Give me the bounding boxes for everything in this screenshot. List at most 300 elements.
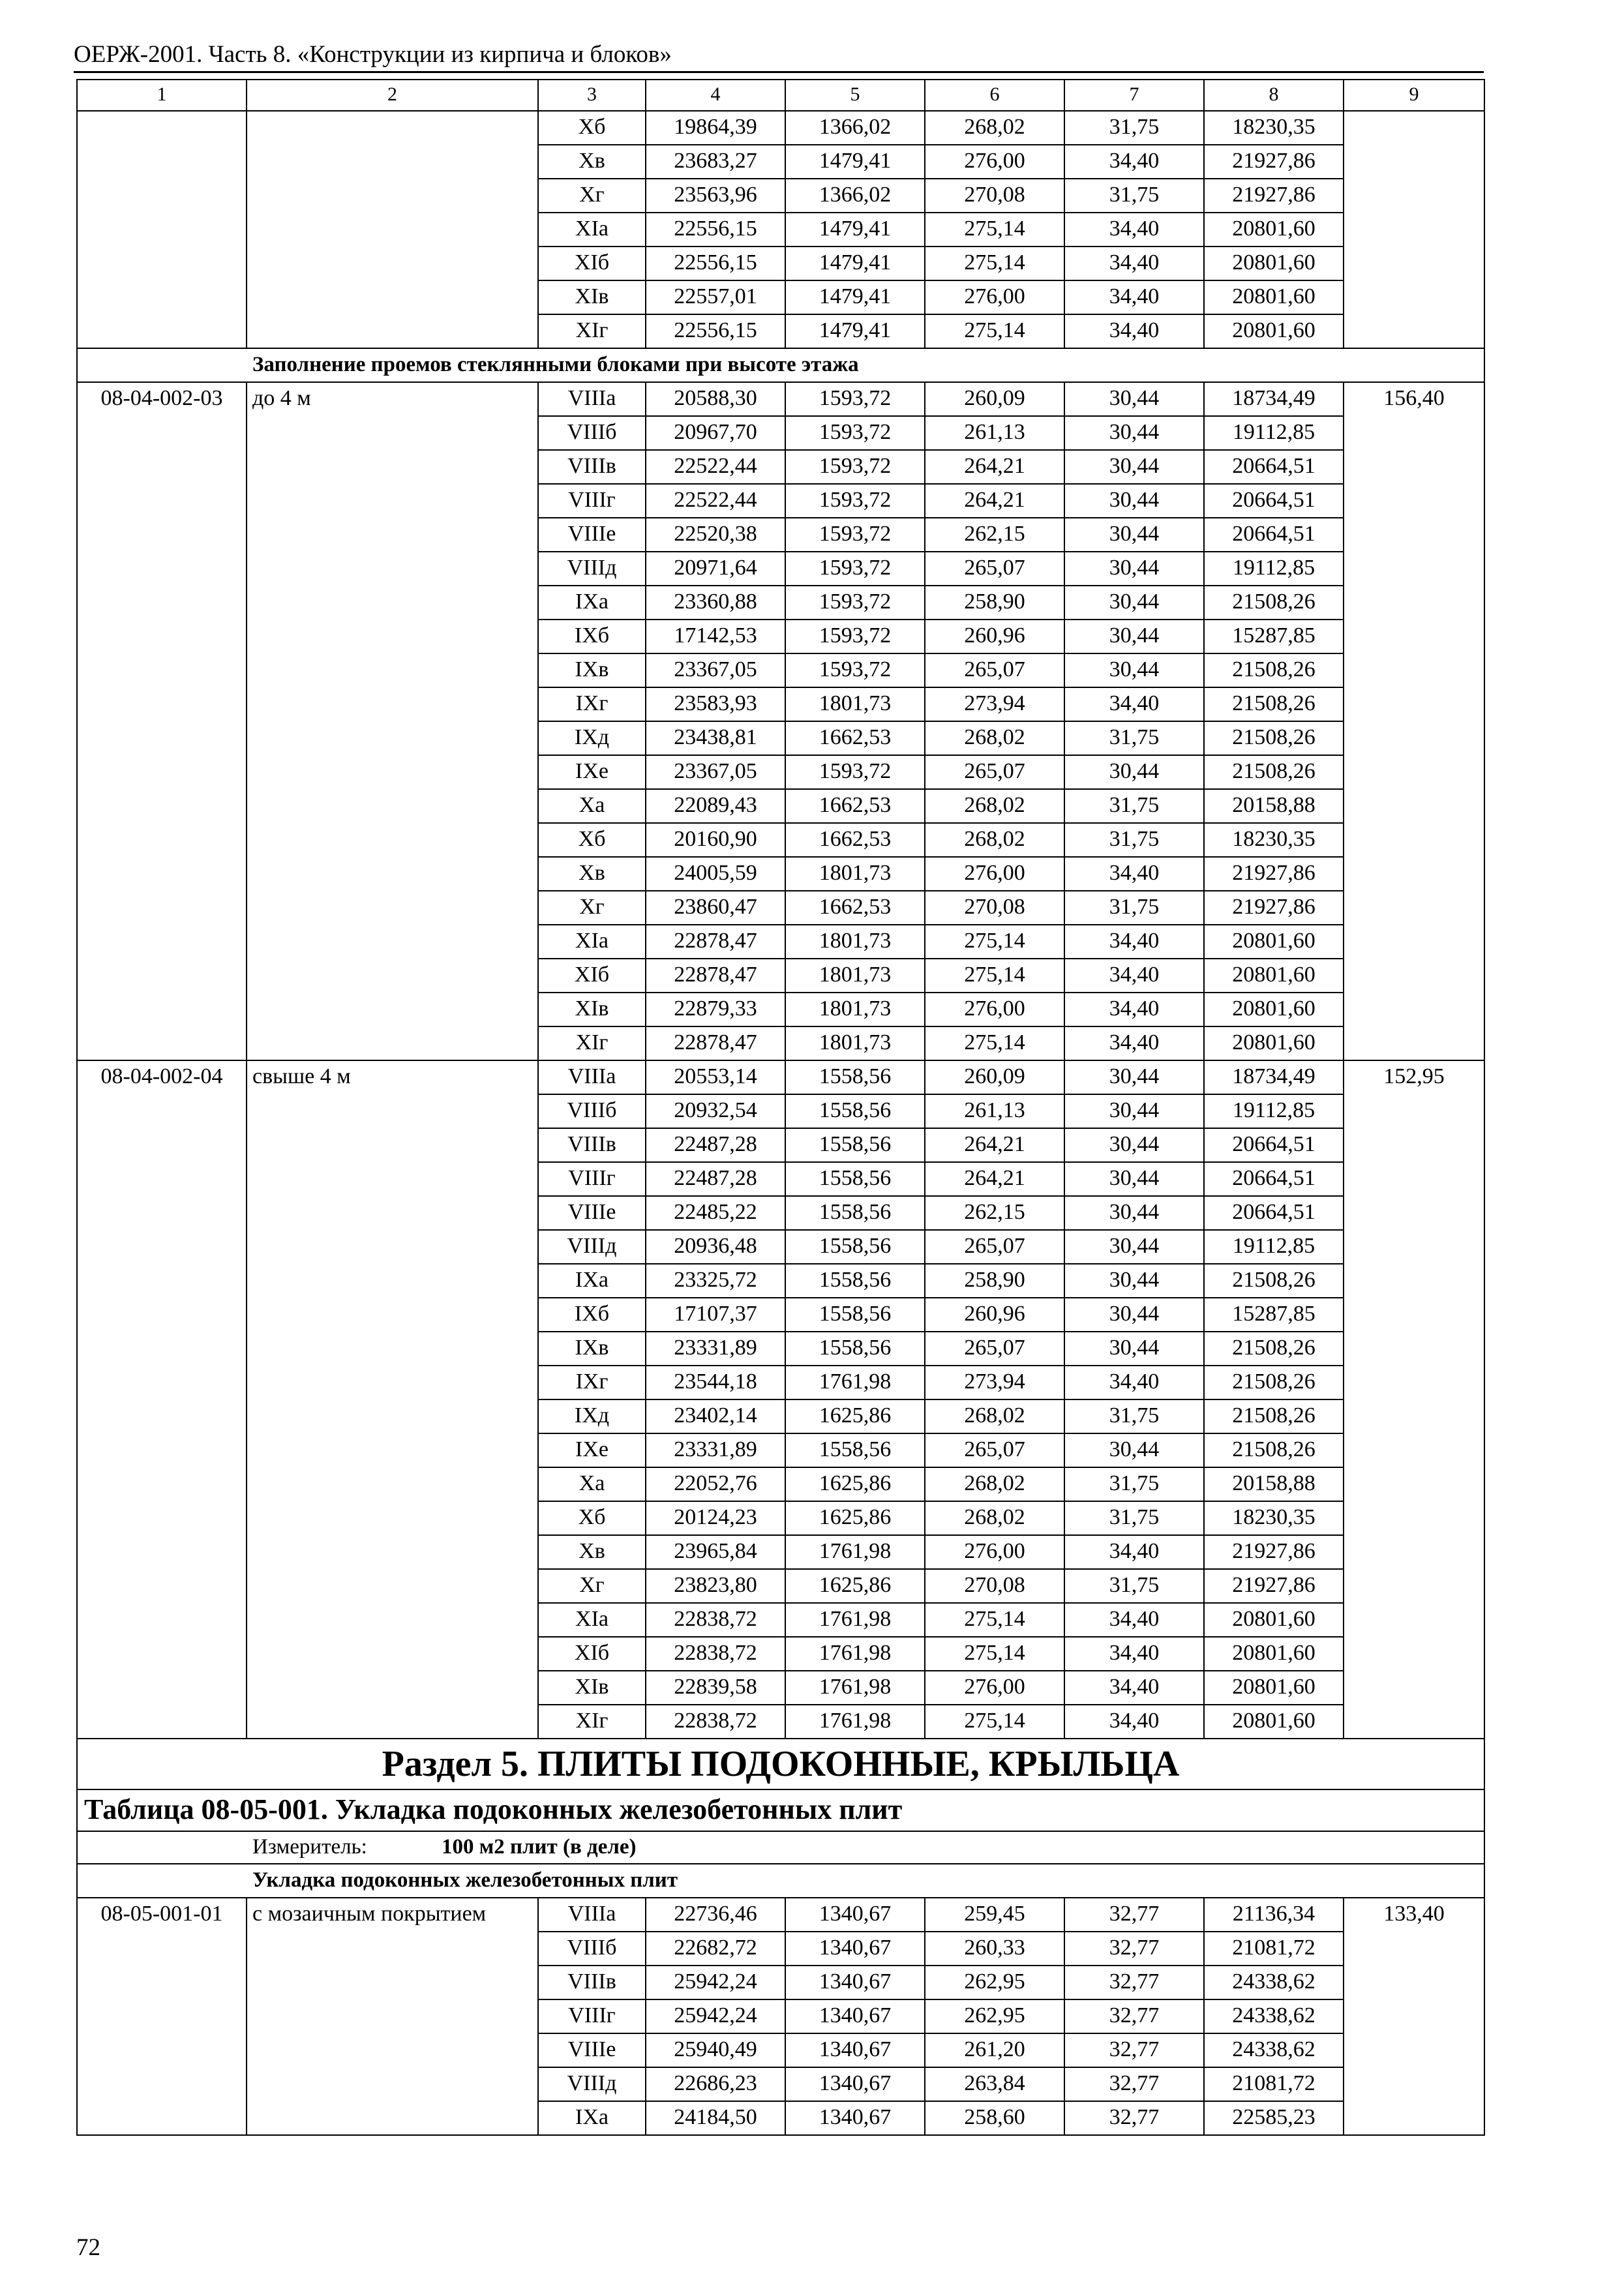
table-title-row	[77, 1789, 1484, 1831]
zone-cell: IXг	[538, 687, 646, 721]
value-cell: 270,08	[925, 1569, 1064, 1603]
value-cell: 20801,60	[1204, 1705, 1344, 1739]
value-cell: 31,75	[1064, 179, 1204, 213]
value-cell: 30,44	[1064, 1264, 1204, 1298]
value-cell: 34,40	[1064, 1671, 1204, 1705]
value-cell: 1801,73	[785, 993, 925, 1026]
value-cell: 32,77	[1064, 2101, 1204, 2135]
value-cell: 1558,56	[785, 1433, 925, 1467]
value-cell: 262,95	[925, 1999, 1064, 2033]
value-cell: 32,77	[1064, 2067, 1204, 2101]
value-cell: 20801,60	[1204, 1671, 1344, 1705]
value-cell: 1558,56	[785, 1196, 925, 1230]
section-title-row	[77, 1739, 1484, 1789]
zone-cell: VIIIб	[538, 1094, 646, 1128]
value-cell: 19864,39	[646, 111, 785, 145]
value-cell: 20158,88	[1204, 789, 1344, 823]
value-cell: 21927,86	[1204, 179, 1344, 213]
value-cell: 1625,86	[785, 1569, 925, 1603]
value-cell: 20664,51	[1204, 1196, 1344, 1230]
running-header: ОЕРЖ-2001. Часть 8. «Конструкции из кирпича и блоков»	[74, 41, 672, 68]
value-cell: 22485,22	[646, 1196, 785, 1230]
value-cell: 23965,84	[646, 1535, 785, 1569]
unit-row	[77, 1831, 1484, 1864]
value-cell: 30,44	[1064, 1162, 1204, 1196]
value-cell: 1625,86	[785, 1467, 925, 1501]
value-cell: 21508,26	[1204, 1433, 1344, 1467]
value-cell: 1340,67	[785, 2033, 925, 2067]
value-cell: 30,44	[1064, 1196, 1204, 1230]
value-cell: 31,75	[1064, 111, 1204, 145]
value-cell: 23583,93	[646, 687, 785, 721]
value-cell: 1593,72	[785, 518, 925, 552]
value-cell: 30,44	[1064, 518, 1204, 552]
table-row	[77, 111, 1484, 145]
value-cell: 20801,60	[1204, 993, 1344, 1026]
value-cell: 20160,90	[646, 823, 785, 857]
value-cell: 1625,86	[785, 1501, 925, 1535]
zone-cell: VIIIд	[538, 1230, 646, 1264]
value-cell: 32,77	[1064, 1966, 1204, 1999]
value-cell: 275,14	[925, 213, 1064, 247]
value-cell: 21508,26	[1204, 721, 1344, 755]
value-cell: 1662,53	[785, 823, 925, 857]
value-cell: 1479,41	[785, 145, 925, 179]
column-number: 7	[1064, 80, 1204, 111]
value-cell: 21508,26	[1204, 1332, 1344, 1366]
value-cell: 20801,60	[1204, 280, 1344, 314]
value-cell: 275,14	[925, 1026, 1064, 1060]
value-cell: 276,00	[925, 993, 1064, 1026]
value-cell: 1662,53	[785, 789, 925, 823]
value-cell: 25942,24	[646, 1999, 785, 2033]
value-cell: 22556,15	[646, 314, 785, 348]
value-cell: 1761,98	[785, 1535, 925, 1569]
value-cell: 24338,62	[1204, 2033, 1344, 2067]
value-cell: 22682,72	[646, 1932, 785, 1966]
value-cell: 1625,86	[785, 1399, 925, 1433]
page-number: 72	[76, 2234, 100, 2261]
value-cell: 265,07	[925, 1332, 1064, 1366]
value-cell: 20801,60	[1204, 247, 1344, 280]
value-cell: 30,44	[1064, 1094, 1204, 1128]
value-cell: 264,21	[925, 484, 1064, 518]
value-cell: 30,44	[1064, 1128, 1204, 1162]
value-cell: 262,15	[925, 518, 1064, 552]
value-cell: 270,08	[925, 179, 1064, 213]
value-cell: 259,45	[925, 1898, 1064, 1932]
zone-cell: XIа	[538, 213, 646, 247]
value-cell: 1558,56	[785, 1230, 925, 1264]
value-cell: 34,40	[1064, 213, 1204, 247]
value-cell: 261,13	[925, 416, 1064, 450]
zone-cell: Xб	[538, 111, 646, 145]
value-cell: 262,15	[925, 1196, 1064, 1230]
value-cell: 30,44	[1064, 416, 1204, 450]
zone-cell: XIг	[538, 314, 646, 348]
zone-cell: VIIIб	[538, 1932, 646, 1966]
value-cell: 1558,56	[785, 1094, 925, 1128]
value-cell: 265,07	[925, 653, 1064, 687]
value-cell: 30,44	[1064, 450, 1204, 484]
value-cell: 20553,14	[646, 1060, 785, 1094]
table-row	[77, 382, 1484, 416]
value-cell: 21927,86	[1204, 145, 1344, 179]
value-cell: 22838,72	[646, 1603, 785, 1637]
zone-cell: Xа	[538, 1467, 646, 1501]
value-cell: 24184,50	[646, 2101, 785, 2135]
subheading-row	[77, 348, 1484, 382]
value-cell: 20664,51	[1204, 1162, 1344, 1196]
value-cell: 1593,72	[785, 755, 925, 789]
value-cell: 1479,41	[785, 280, 925, 314]
column-number: 3	[538, 80, 646, 111]
value-cell: 34,40	[1064, 247, 1204, 280]
value-cell: 1479,41	[785, 247, 925, 280]
value-cell: 268,02	[925, 1501, 1064, 1535]
value-cell: 22052,76	[646, 1467, 785, 1501]
value-cell: 275,14	[925, 1603, 1064, 1637]
zone-cell: VIIIг	[538, 1162, 646, 1196]
value-cell: 268,02	[925, 1399, 1064, 1433]
zone-cell: VIIIа	[538, 382, 646, 416]
value-cell: 30,44	[1064, 484, 1204, 518]
value-cell: 275,14	[925, 247, 1064, 280]
zone-cell: Xв	[538, 145, 646, 179]
column-number: 4	[646, 80, 785, 111]
value-cell: 22556,15	[646, 247, 785, 280]
value-cell: 265,07	[925, 1433, 1064, 1467]
value-cell: 30,44	[1064, 1060, 1204, 1094]
value-cell: 265,07	[925, 1230, 1064, 1264]
value-cell: 31,75	[1064, 721, 1204, 755]
value-cell: 34,40	[1064, 959, 1204, 993]
column-number: 5	[785, 80, 925, 111]
unit-label: Измеритель:	[252, 1835, 367, 1859]
value-cell: 22557,01	[646, 280, 785, 314]
value-cell: 1801,73	[785, 1026, 925, 1060]
zone-cell: IXа	[538, 2101, 646, 2135]
value-cell: 20664,51	[1204, 1128, 1344, 1162]
value-cell: 34,40	[1064, 145, 1204, 179]
value-cell: 23563,96	[646, 179, 785, 213]
value-cell: 1558,56	[785, 1162, 925, 1196]
value-cell: 23438,81	[646, 721, 785, 755]
value-cell: 1801,73	[785, 857, 925, 891]
subheading-row	[77, 1864, 1484, 1898]
value-cell: 34,40	[1064, 1603, 1204, 1637]
value-cell: 268,02	[925, 1467, 1064, 1501]
value-cell: 268,02	[925, 823, 1064, 857]
value-cell: 34,40	[1064, 314, 1204, 348]
value-cell: 23360,88	[646, 586, 785, 620]
value-cell: 31,75	[1064, 1399, 1204, 1433]
zone-cell: VIIIд	[538, 552, 646, 586]
zone-cell: Xб	[538, 1501, 646, 1535]
zone-cell: IXа	[538, 1264, 646, 1298]
value-cell: 21927,86	[1204, 1535, 1344, 1569]
value-cell: 20801,60	[1204, 213, 1344, 247]
value-cell: 21508,26	[1204, 687, 1344, 721]
value-cell: 262,95	[925, 1966, 1064, 1999]
zone-cell: VIIIе	[538, 1196, 646, 1230]
value-cell: 21081,72	[1204, 1932, 1344, 1966]
coefficient-cell: 133,40	[1344, 1898, 1484, 2135]
zone-cell: VIIIг	[538, 484, 646, 518]
zone-cell: Xа	[538, 789, 646, 823]
value-cell: 23325,72	[646, 1264, 785, 1298]
value-cell: 20971,64	[646, 552, 785, 586]
value-cell: 24005,59	[646, 857, 785, 891]
zone-cell: IXб	[538, 620, 646, 653]
zone-cell: IXд	[538, 721, 646, 755]
value-cell: 268,02	[925, 789, 1064, 823]
column-number: 6	[925, 80, 1064, 111]
value-cell: 268,02	[925, 721, 1064, 755]
value-cell: 1558,56	[785, 1128, 925, 1162]
value-cell: 22878,47	[646, 925, 785, 959]
value-cell: 21508,26	[1204, 755, 1344, 789]
value-cell: 22878,47	[646, 959, 785, 993]
value-cell: 32,77	[1064, 1898, 1204, 1932]
rate-code: 08-04-002-04	[77, 1060, 247, 1739]
value-cell: 31,75	[1064, 891, 1204, 925]
column-number: 9	[1344, 80, 1484, 111]
zone-cell: XIа	[538, 925, 646, 959]
value-cell: 17107,37	[646, 1298, 785, 1332]
value-cell: 23860,47	[646, 891, 785, 925]
value-cell: 30,44	[1064, 653, 1204, 687]
zone-cell: IXе	[538, 1433, 646, 1467]
value-cell: 258,60	[925, 2101, 1064, 2135]
value-cell: 264,21	[925, 1162, 1064, 1196]
value-cell: 25940,49	[646, 2033, 785, 2067]
value-cell: 30,44	[1064, 552, 1204, 586]
zone-cell: VIIIв	[538, 450, 646, 484]
value-cell: 34,40	[1064, 687, 1204, 721]
coefficient-cell: 152,95	[1344, 1060, 1484, 1739]
value-cell: 23367,05	[646, 755, 785, 789]
value-cell: 275,14	[925, 959, 1064, 993]
header-rule	[74, 71, 1484, 73]
value-cell: 21508,26	[1204, 586, 1344, 620]
zone-cell: XIв	[538, 280, 646, 314]
zone-cell: XIа	[538, 1603, 646, 1637]
value-cell: 21927,86	[1204, 891, 1344, 925]
value-cell: 1801,73	[785, 925, 925, 959]
rate-description: до 4 м	[247, 382, 538, 1060]
value-cell: 20801,60	[1204, 1026, 1344, 1060]
coefficient-cell: 156,40	[1344, 382, 1484, 1060]
value-cell: 1340,67	[785, 1898, 925, 1932]
value-cell: 20801,60	[1204, 959, 1344, 993]
value-cell: 1558,56	[785, 1332, 925, 1366]
value-cell: 23331,89	[646, 1332, 785, 1366]
value-cell: 1593,72	[785, 484, 925, 518]
value-cell: 34,40	[1064, 1705, 1204, 1739]
value-cell: 22585,23	[1204, 2101, 1344, 2135]
rate-description: свыше 4 м	[247, 1060, 538, 1739]
value-cell: 31,75	[1064, 1569, 1204, 1603]
value-cell: 276,00	[925, 280, 1064, 314]
value-cell: 22556,15	[646, 213, 785, 247]
value-cell: 20801,60	[1204, 925, 1344, 959]
value-cell: 1801,73	[785, 959, 925, 993]
zone-cell: XIг	[538, 1705, 646, 1739]
value-cell: 20158,88	[1204, 1467, 1344, 1501]
value-cell: 32,77	[1064, 1932, 1204, 1966]
value-cell: 20801,60	[1204, 1603, 1344, 1637]
unit-value: 100 м2 плит (в деле)	[442, 1835, 637, 1859]
value-cell: 22089,43	[646, 789, 785, 823]
zone-cell: Xг	[538, 1569, 646, 1603]
value-cell: 19112,85	[1204, 416, 1344, 450]
value-cell: 20124,23	[646, 1501, 785, 1535]
value-cell: 18734,49	[1204, 1060, 1344, 1094]
value-cell: 1366,02	[785, 111, 925, 145]
value-cell: 19112,85	[1204, 1094, 1344, 1128]
value-cell: 22522,44	[646, 484, 785, 518]
value-cell: 32,77	[1064, 2033, 1204, 2067]
rate-description: с мозаичным покрытием	[247, 1898, 538, 2135]
table-title: Таблица 08-05-001. Укладка подоконных железобетонных плит	[77, 1789, 1484, 1831]
value-cell: 20664,51	[1204, 518, 1344, 552]
value-cell: 258,90	[925, 1264, 1064, 1298]
zone-cell: VIIIв	[538, 1128, 646, 1162]
zone-cell: Xв	[538, 1535, 646, 1569]
zone-cell: XIг	[538, 1026, 646, 1060]
zone-cell: XIб	[538, 247, 646, 280]
zone-cell: XIб	[538, 959, 646, 993]
value-cell: 30,44	[1064, 1433, 1204, 1467]
value-cell: 275,14	[925, 925, 1064, 959]
value-cell: 22838,72	[646, 1705, 785, 1739]
value-cell: 30,44	[1064, 1298, 1204, 1332]
column-number: 1	[77, 80, 247, 111]
value-cell: 22736,46	[646, 1898, 785, 1932]
zone-cell: XIв	[538, 993, 646, 1026]
rate-code: 08-04-002-03	[77, 382, 247, 1060]
value-cell: 275,14	[925, 1705, 1064, 1739]
value-cell: 1479,41	[785, 213, 925, 247]
value-cell: 22839,58	[646, 1671, 785, 1705]
value-cell: 260,96	[925, 620, 1064, 653]
value-cell: 275,14	[925, 314, 1064, 348]
value-cell: 19112,85	[1204, 1230, 1344, 1264]
value-cell: 18734,49	[1204, 382, 1344, 416]
value-cell: 30,44	[1064, 1332, 1204, 1366]
value-cell: 15287,85	[1204, 1298, 1344, 1332]
value-cell: 258,90	[925, 586, 1064, 620]
value-cell: 20664,51	[1204, 450, 1344, 484]
value-cell: 1558,56	[785, 1264, 925, 1298]
value-cell: 19112,85	[1204, 552, 1344, 586]
value-cell: 23402,14	[646, 1399, 785, 1433]
column-number: 2	[247, 80, 538, 111]
value-cell: 1366,02	[785, 179, 925, 213]
value-cell: 276,00	[925, 857, 1064, 891]
value-cell: 32,77	[1064, 1999, 1204, 2033]
value-cell: 23683,27	[646, 145, 785, 179]
value-cell: 30,44	[1064, 755, 1204, 789]
value-cell: 22878,47	[646, 1026, 785, 1060]
value-cell: 23544,18	[646, 1366, 785, 1399]
value-cell: 1801,73	[785, 687, 925, 721]
zone-cell: IXд	[538, 1399, 646, 1433]
zone-cell: Xг	[538, 179, 646, 213]
value-cell: 23367,05	[646, 653, 785, 687]
zone-cell: Xг	[538, 891, 646, 925]
zone-cell: VIIIе	[538, 2033, 646, 2067]
zone-cell: XIв	[538, 1671, 646, 1705]
value-cell: 23331,89	[646, 1433, 785, 1467]
zone-cell: IXа	[538, 586, 646, 620]
value-cell: 1340,67	[785, 1966, 925, 1999]
value-cell: 20801,60	[1204, 1637, 1344, 1671]
value-cell: 30,44	[1064, 620, 1204, 653]
value-cell: 1761,98	[785, 1366, 925, 1399]
value-cell: 21927,86	[1204, 857, 1344, 891]
value-cell: 260,09	[925, 1060, 1064, 1094]
value-cell: 1662,53	[785, 891, 925, 925]
value-cell: 31,75	[1064, 823, 1204, 857]
rate-description	[247, 111, 538, 348]
value-cell: 263,84	[925, 2067, 1064, 2101]
value-cell: 1340,67	[785, 1999, 925, 2033]
value-cell: 260,96	[925, 1298, 1064, 1332]
value-cell: 273,94	[925, 1366, 1064, 1399]
value-cell: 1593,72	[785, 552, 925, 586]
zone-cell: IXг	[538, 1366, 646, 1399]
unit-cell	[77, 1831, 1484, 1864]
value-cell: 24338,62	[1204, 1966, 1344, 1999]
value-cell: 22520,38	[646, 518, 785, 552]
value-cell: 34,40	[1064, 1366, 1204, 1399]
value-cell: 1761,98	[785, 1705, 925, 1739]
zone-cell: XIб	[538, 1637, 646, 1671]
value-cell: 265,07	[925, 552, 1064, 586]
value-cell: 264,21	[925, 450, 1064, 484]
value-cell: 15287,85	[1204, 620, 1344, 653]
zone-cell: VIIIа	[538, 1060, 646, 1094]
value-cell: 20588,30	[646, 382, 785, 416]
value-cell: 22487,28	[646, 1128, 785, 1162]
zone-cell: VIIIе	[538, 518, 646, 552]
value-cell: 276,00	[925, 145, 1064, 179]
value-cell: 1662,53	[785, 721, 925, 755]
value-cell: 1761,98	[785, 1671, 925, 1705]
coefficient-cell	[1344, 111, 1484, 348]
value-cell: 21508,26	[1204, 653, 1344, 687]
value-cell: 1593,72	[785, 416, 925, 450]
value-cell: 31,75	[1064, 789, 1204, 823]
value-cell: 34,40	[1064, 857, 1204, 891]
value-cell: 30,44	[1064, 382, 1204, 416]
value-cell: 21508,26	[1204, 1366, 1344, 1399]
value-cell: 30,44	[1064, 1230, 1204, 1264]
value-cell: 21927,86	[1204, 1569, 1344, 1603]
value-cell: 22487,28	[646, 1162, 785, 1196]
value-cell: 34,40	[1064, 1535, 1204, 1569]
value-cell: 31,75	[1064, 1467, 1204, 1501]
value-cell: 20936,48	[646, 1230, 785, 1264]
rate-code	[77, 111, 247, 348]
zone-cell: Xв	[538, 857, 646, 891]
value-cell: 1479,41	[785, 314, 925, 348]
value-cell: 1340,67	[785, 2067, 925, 2101]
value-cell: 18230,35	[1204, 823, 1344, 857]
value-cell: 260,09	[925, 382, 1064, 416]
